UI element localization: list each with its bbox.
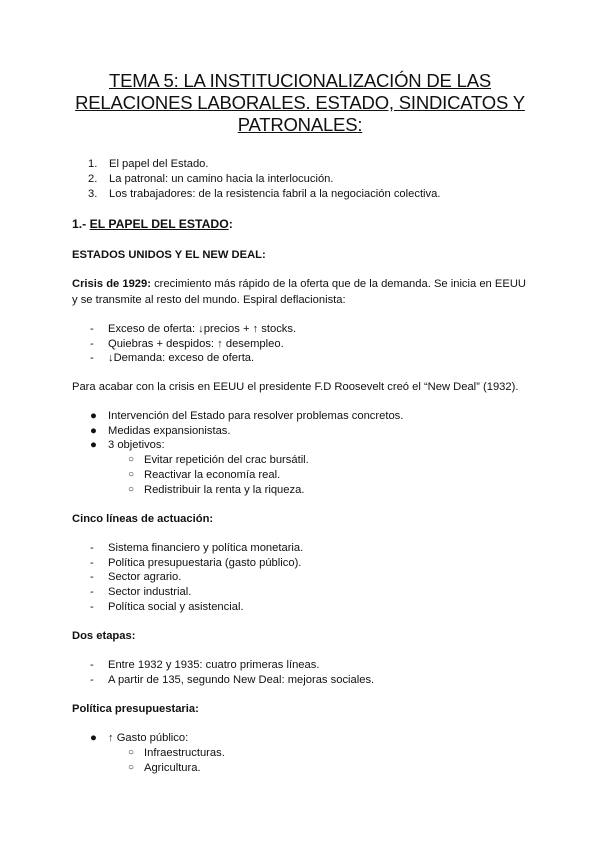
sublist-item: Agricultura. bbox=[144, 762, 201, 774]
crisis-line-2: y se transmite al resto del mundo. Espiral deflacionista: bbox=[72, 294, 346, 306]
list-item: Medidas expansionistas. bbox=[108, 425, 231, 437]
dash-marker: - bbox=[90, 338, 94, 350]
toc-item: Los trabajadores: de la resistencia fabril a la negociación colectiva. bbox=[109, 188, 441, 200]
list-item: Sistema financiero y política monetaria. bbox=[108, 542, 304, 554]
subheading-usa: ESTADOS UNIDOS Y EL NEW DEAL: bbox=[72, 249, 266, 261]
dash-marker: - bbox=[90, 323, 94, 335]
bullet-marker: ● bbox=[90, 439, 97, 451]
list-item: Política social y asistencial. bbox=[108, 601, 244, 613]
dash-marker: - bbox=[90, 659, 94, 671]
section-heading bbox=[72, 217, 233, 231]
toc-item: La patronal: un camino hacia la interlocución. bbox=[109, 173, 334, 185]
sublist-item: Redistribuir la renta y la riqueza. bbox=[144, 484, 305, 496]
dash-marker: - bbox=[90, 352, 94, 364]
toc-number: 3. bbox=[88, 188, 98, 200]
sublist-item: Infraestructuras. bbox=[144, 747, 225, 759]
dos-etapas-heading: Dos etapas: bbox=[72, 630, 136, 642]
list-item: ↓Demanda: exceso de oferta. bbox=[108, 352, 255, 364]
section-title: EL PAPEL DEL ESTADO bbox=[89, 217, 229, 231]
newdeal-intro: Para acabar con la crisis en EEUU el presidente F.D Roosevelt creó el “New Deal” (1932). bbox=[72, 381, 519, 393]
title-colon: : bbox=[357, 114, 363, 135]
list-item: Exceso de oferta: ↓precios + ↑ stocks. bbox=[108, 323, 297, 335]
bullet-marker: ● bbox=[90, 410, 97, 422]
title-line-3 bbox=[60, 114, 540, 136]
dash-marker: - bbox=[90, 557, 94, 569]
bullet-marker: ● bbox=[90, 732, 97, 744]
dash-marker: - bbox=[90, 601, 94, 613]
document-title bbox=[60, 70, 540, 136]
section-number: 1.- bbox=[72, 217, 87, 231]
crisis-text-1: crecimiento más rápido de la oferta que de la demanda. Se inicia en EEUU bbox=[150, 278, 526, 290]
sublist-item: Reactivar la economía real. bbox=[144, 469, 281, 481]
circle-marker: ○ bbox=[128, 747, 135, 758]
list-item: Entre 1932 y 1935: cuatro primeras líneas. bbox=[108, 659, 320, 671]
title-line-3-text: PATRONALES bbox=[237, 114, 358, 135]
list-item: A partir de 135, segundo New Deal: mejoras sociales. bbox=[108, 674, 375, 686]
circle-marker: ○ bbox=[128, 469, 135, 480]
list-item: Quiebras + despidos: ↑ desempleo. bbox=[108, 338, 284, 350]
dash-marker: - bbox=[90, 586, 94, 598]
circle-marker: ○ bbox=[128, 484, 135, 495]
list-item: ↑ Gasto público: bbox=[108, 732, 189, 744]
crisis-line-1 bbox=[72, 277, 526, 291]
cinco-lineas-heading: Cinco líneas de actuación: bbox=[72, 513, 214, 525]
politica-heading: Política presupuestaria: bbox=[72, 703, 199, 715]
list-item: Sector industrial. bbox=[108, 586, 192, 598]
toc-number: 1. bbox=[88, 158, 98, 170]
list-item: Política presupuestaria (gasto público). bbox=[108, 557, 302, 569]
section-colon: : bbox=[228, 217, 233, 231]
dash-marker: - bbox=[90, 571, 94, 583]
toc-item: El papel del Estado. bbox=[109, 158, 209, 170]
list-item: 3 objetivos: bbox=[108, 439, 165, 451]
dash-marker: - bbox=[90, 674, 94, 686]
circle-marker: ○ bbox=[128, 762, 135, 773]
dash-marker: - bbox=[90, 542, 94, 554]
title-line-2: RELACIONES LABORALES. ESTADO, SINDICATOS Y bbox=[75, 92, 525, 113]
list-item: Intervención del Estado para resolver problemas concretos. bbox=[108, 410, 404, 422]
list-item: Sector agrario. bbox=[108, 571, 182, 583]
bullet-marker: ● bbox=[90, 425, 97, 437]
circle-marker: ○ bbox=[128, 454, 135, 465]
title-line-1: TEMA 5: LA INSTITUCIONALIZACIÓN DE LAS bbox=[108, 70, 492, 91]
crisis-label: Crisis de 1929: bbox=[72, 278, 151, 290]
sublist-item: Evitar repetición del crac bursátil. bbox=[144, 454, 309, 466]
toc-number: 2. bbox=[88, 173, 98, 185]
